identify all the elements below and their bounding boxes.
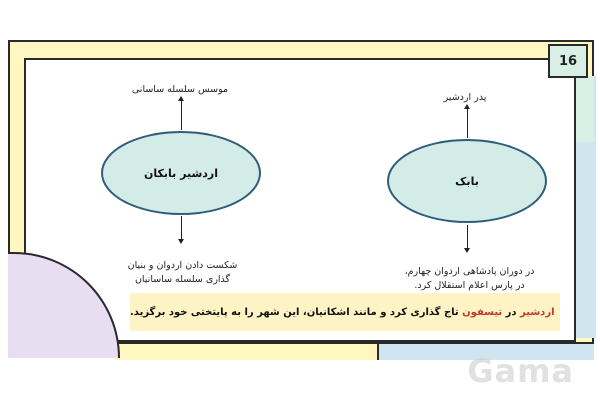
right-node-below-text	[392, 265, 547, 293]
right-node-below-line2: در پارس اعلام استقلال کرد.	[414, 279, 525, 291]
left-node-below-line1: شکست دادن اردوان و بنیان	[127, 260, 238, 271]
page-number: 16	[548, 44, 588, 78]
right-arrow-up	[467, 108, 468, 138]
right-node-ellipse	[387, 139, 547, 223]
right-node-title: بابک	[455, 174, 479, 188]
note-rest: تاج گذاری کرد و مانند اشکانیان، این شهر را به پایتختی خود برگزید.	[130, 306, 463, 318]
left-node-below-text	[110, 259, 255, 287]
frame-bottom-yellow-strip	[115, 342, 379, 360]
note-red-ardeshir: اردشیر	[520, 306, 555, 318]
watermark-logo: Gama	[467, 352, 574, 390]
right-node-above-text: پدر اردشیر	[443, 92, 487, 103]
left-node-below-line2: گذاری سلسله ساسانیان	[134, 273, 231, 285]
right-arrow-down	[467, 225, 468, 249]
note-connector: در	[502, 306, 521, 318]
left-node-ellipse	[101, 131, 261, 215]
right-node-below-line1: در دوران پادشاهی اردوان چهارم،	[404, 266, 535, 277]
frame-right-mint-strip	[574, 76, 594, 142]
left-arrow-down	[181, 216, 182, 240]
left-node-title: اردشیر بابکان	[143, 166, 219, 180]
left-arrow-up	[181, 100, 182, 130]
note-red-tisfun: تیسفون	[462, 306, 503, 318]
note-bar	[130, 293, 560, 331]
left-node-above-text: موسس سلسله ساسانی	[131, 84, 229, 95]
